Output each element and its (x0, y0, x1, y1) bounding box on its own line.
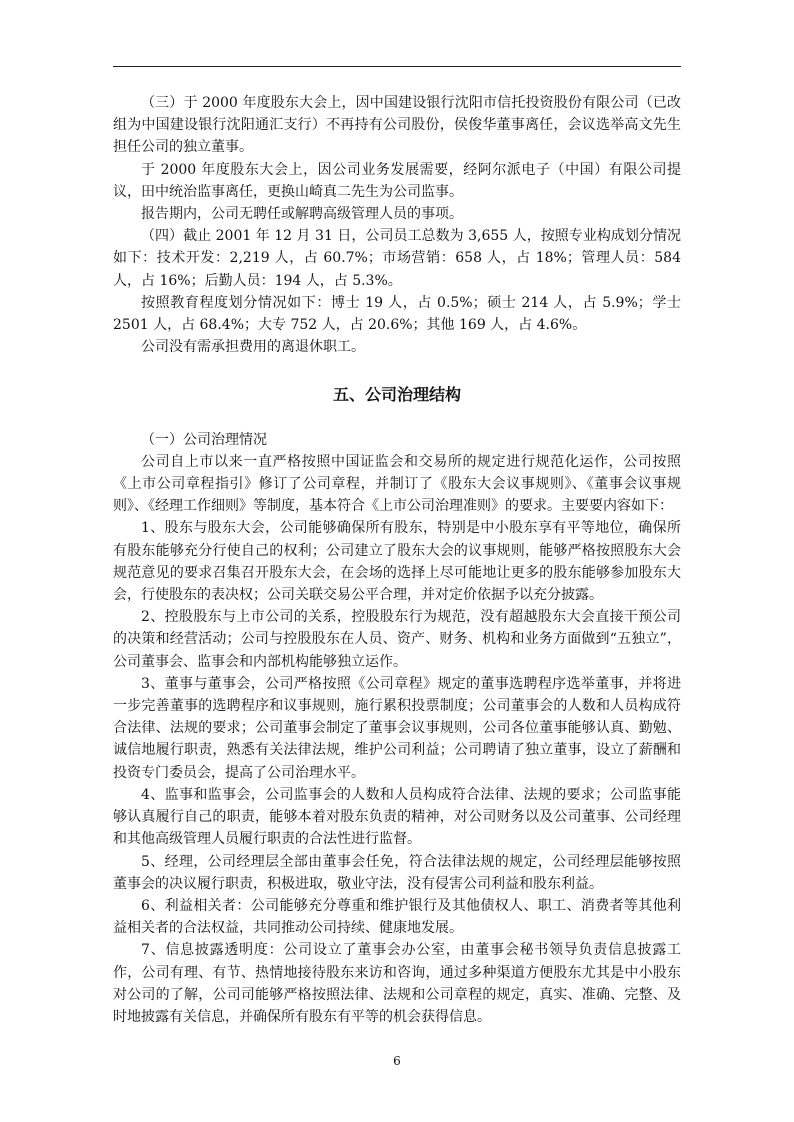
paragraph: 2、控股股东与上市公司的关系，控股股东行为规范，没有超越股东大会直接干预公司的决策和经营活动；公司与控股股东在人员、资产、财务、机构和业务方面做到“五独立”，公司董事会、监事会和内部机构能够独立运作。 (113, 609, 681, 670)
paragraph: 4、监事和监事会，公司监事会的人数和人员构成符合法律、法规的要求；公司监事能够认真履行自己的职责，能够本着对股东负责的精神，对公司财务以及公司董事、公司经理和其他高级管理人员履行职责的合法性进行监督。 (113, 786, 681, 848)
paragraph: 于 2000 年度股东大会上，因公司业务发展需要，经阿尔派电子（中国）有限公司提议，田中统治监事离任，更换山崎真二先生为公司监事。 (113, 161, 681, 200)
paragraph: 按照教育程度划分情况如下：博士 19 人，占 0.5%；硕士 214 人，占 5.9%；学士 2501 人，占 68.4%；大专 752 人，占 20.6%；其他 169 人，占 4.6%。 (113, 294, 681, 334)
subsection-title: （一）公司治理情况 (141, 431, 267, 448)
paragraph: 7、信息披露透明度：公司设立了董事会办公室，由董事会秘书领导负责信息披露工作，公司有理、有节、热情地接待股东来访和咨询，通过多种渠道方便股东尤其是中小股东对公司的了解，公司司能够严格按照法律、法规和公司章程的规定，真实、准确、完整、及时地披露有关信息，并确保所有股东有平等的机会获得信息。 (113, 942, 681, 1025)
paragraph: 5、经理，公司经理层全部由董事会任免，符合法律法规的规定，公司经理层能够按照董事会的决议履行职责，积极进取，敬业守法，没有侵害公司利益和股东利益。 (113, 853, 681, 892)
paragraph: 1、股东与股东大会，公司能够确保所有股东，特别是中小股东享有平等地位，确保所有股东能够充分行使自己的权利；公司建立了股东大会的议事规则，能够严格按照股东大会规范意见的要求召集召开股东大会，在会场的选择上尽可能地让更多的股东能够参加股东大会，行使股东的表决权；公司关联交易公平合理，并对定价依据予以充分披露。 (113, 520, 681, 604)
header-rule (113, 66, 681, 67)
paragraph: （四）截止 2001 年 12 月 31 日，公司员工总数为 3,655 人，按照专业构成划分情况如下：技术开发：2,219 人，占 60.7%；市场营销：658 人，占 18%；管理人员：584 人，占 16%；后勤人员：194 人，占 5.3%。 (113, 228, 681, 289)
paragraph: 公司没有需承担费用的离退休职工。 (141, 339, 365, 356)
section-heading: 五、公司治理结构 (332, 385, 461, 405)
paragraph: （三）于 2000 年度股东大会上，因中国建设银行沈阳市信托投资股份有限公司（已改组为中国建设银行沈阳通汇支行）不再持有公司股份，侯俊华董事离任，会议选举高文先生担任公司的独立董事。 (113, 95, 681, 156)
paragraph: 6、利益相关者：公司能够充分尊重和维护银行及其他债权人、职工、消费者等其他利益相关者的合法权益，共同推动公司持续、健康地发展。 (113, 897, 681, 937)
page-body (113, 92, 681, 1028)
paragraph: 报告期内，公司无聘任或解聘高级管理人员的事项。 (141, 206, 463, 223)
paragraph: 公司自上市以来一直严格按照中国证监会和交易所的规定进行规范化运作，公司按照《上市公司章程指引》修订了公司章程，并制订了《股东大会议事规则》、《董事会议事规则》、《经理工作细则》等制度，基本符合《上市公司治理准则》的要求。主要要内容如下： (113, 453, 681, 515)
page-number: 6 (393, 1054, 401, 1068)
paragraph: 3、董事与董事会，公司严格按照《公司章程》规定的董事选聘程序选举董事，并将进一步完善董事的选聘程序和议事规则，施行累积投票制度；公司董事会的人数和人员构成符合法律、法规的要求；公司董事会制定了董事会议事规则，公司各位董事能够认真、勤勉、诚信地履行职责，熟悉有关法律法规，维护公司利益；公司聘请了独立董事，设立了薪酬和投资专门委员会，提高了公司治理水平。 (113, 675, 681, 781)
